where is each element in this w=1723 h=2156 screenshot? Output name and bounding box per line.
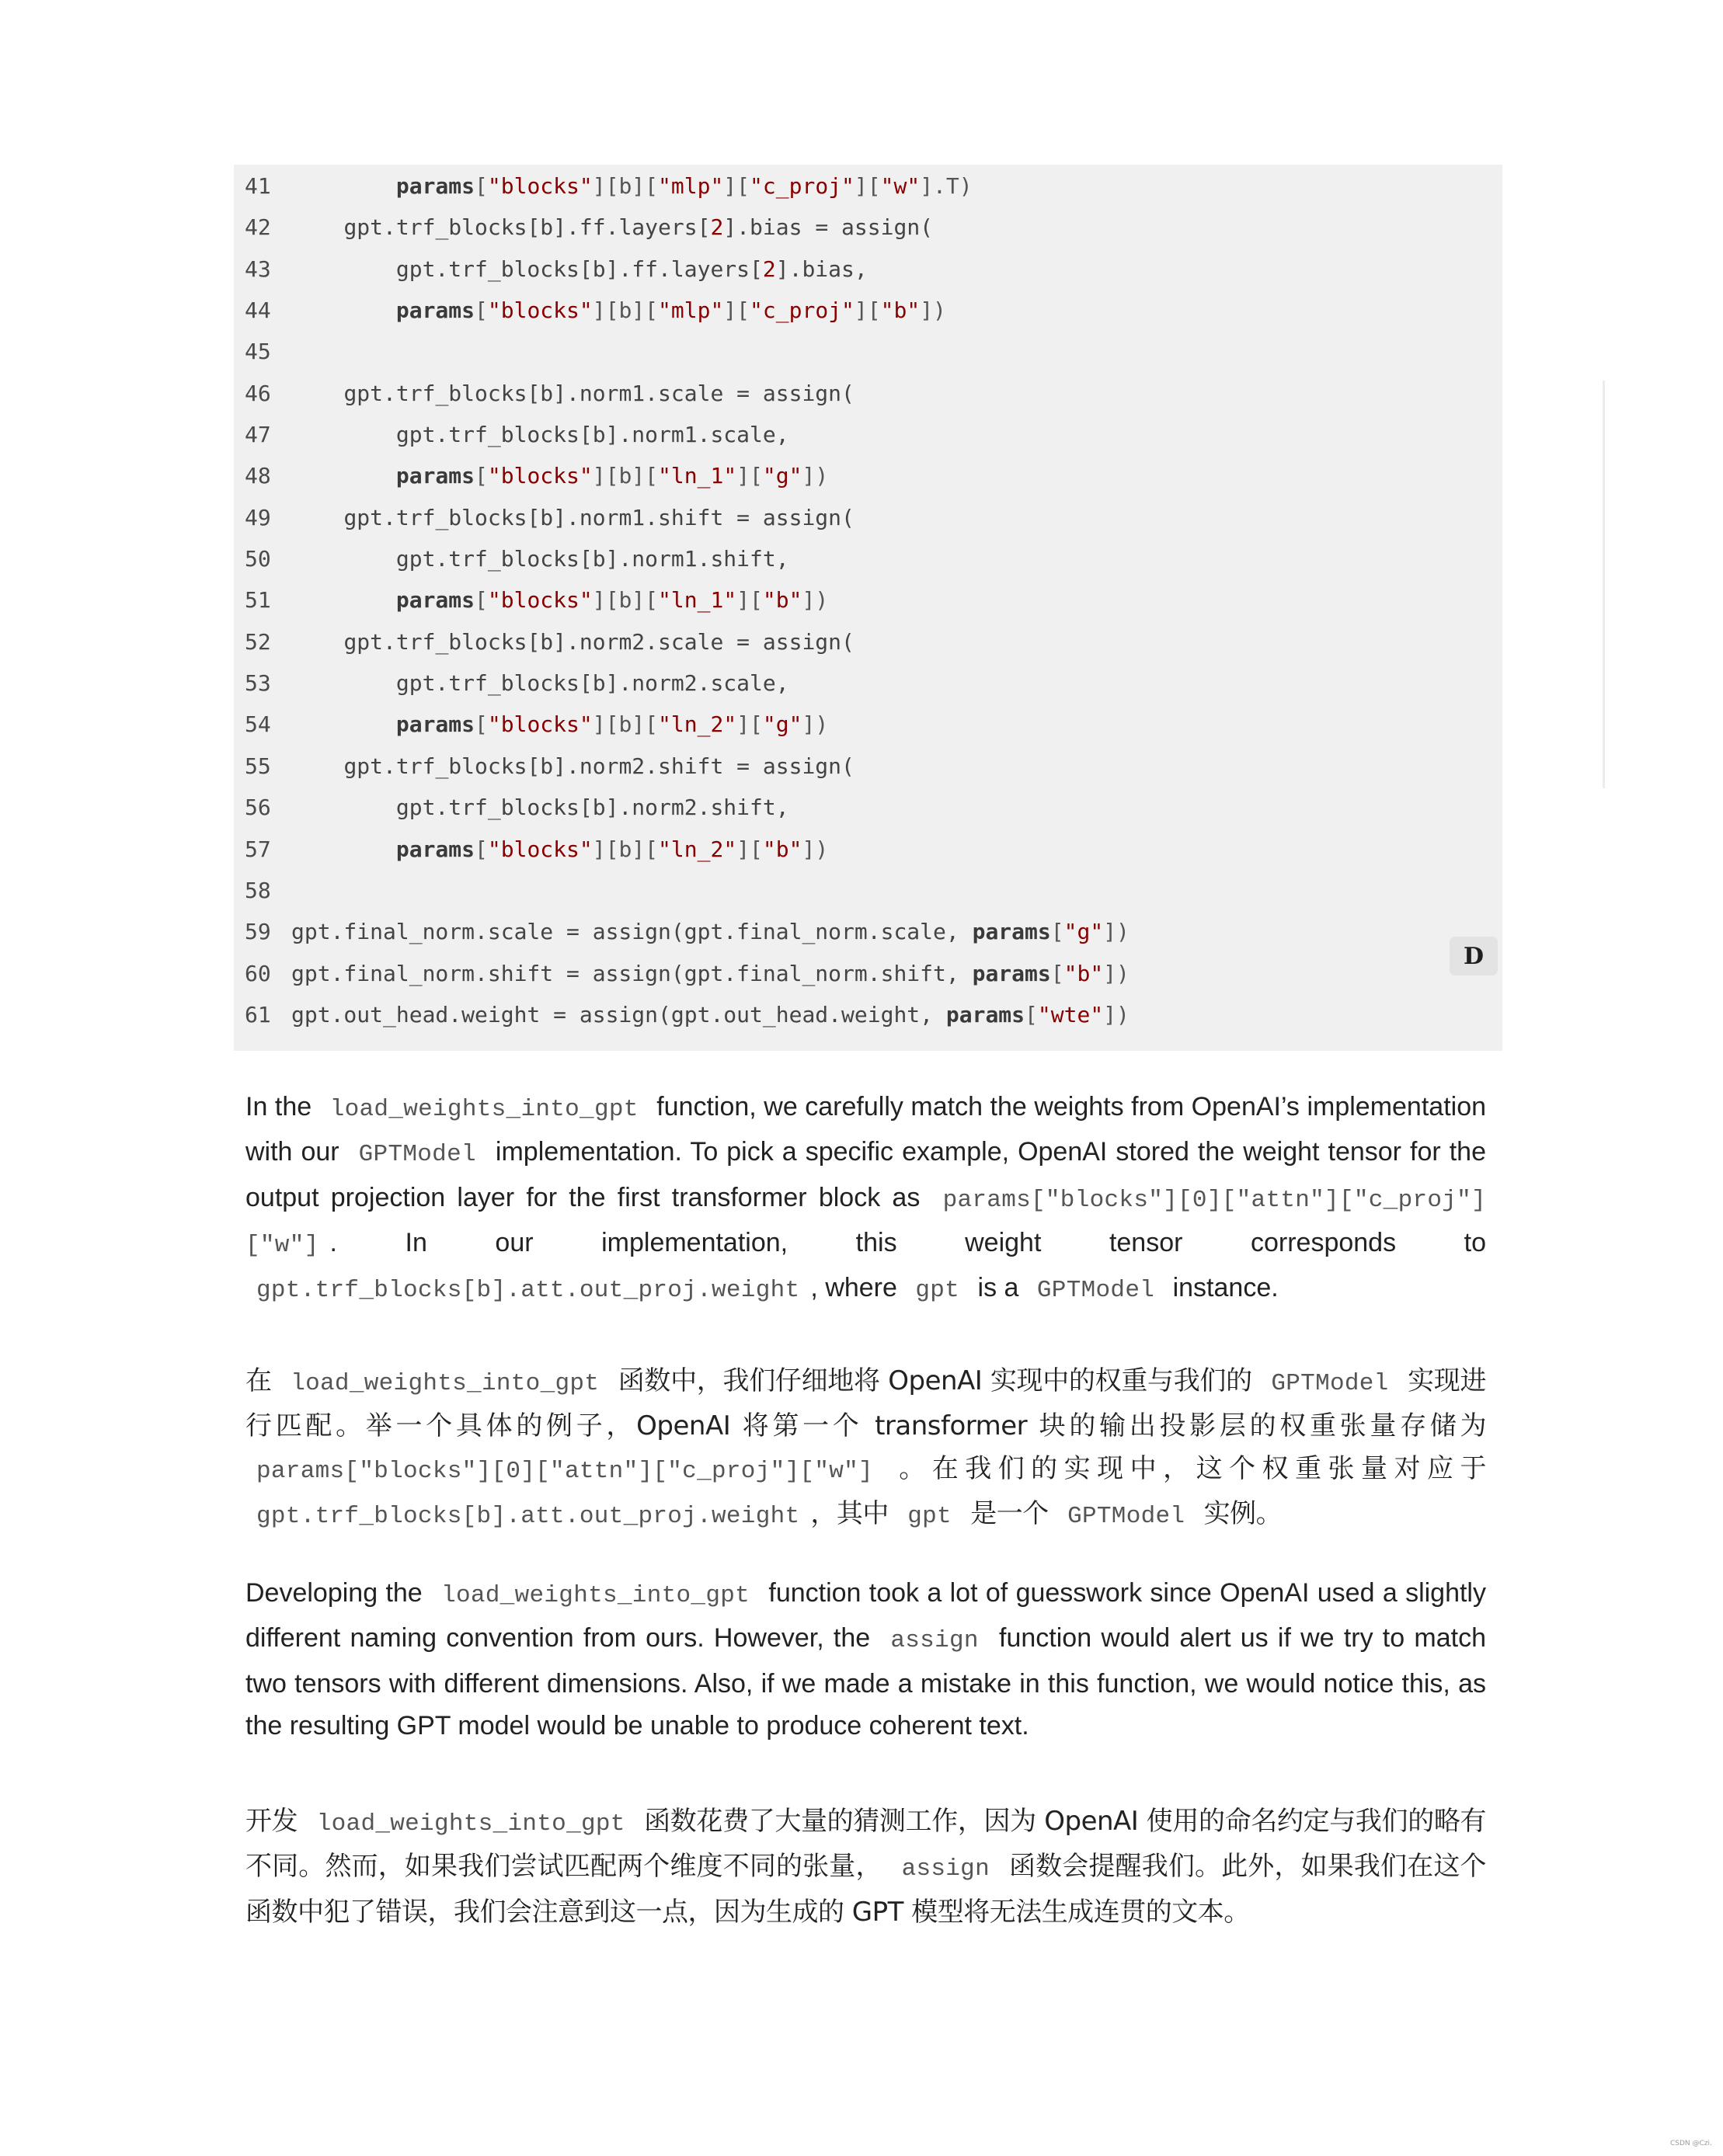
line-number: 55 xyxy=(245,753,271,779)
inline-code: load_weights_into_gpt xyxy=(291,1370,600,1397)
code-line xyxy=(234,870,1502,911)
line-number: 59 xyxy=(245,919,271,945)
code-text: params["blocks"][b]["ln_2"]["g"]) xyxy=(395,711,829,738)
line-number: 41 xyxy=(245,173,271,199)
code-text: gpt.trf_blocks[b].norm2.scale = assign( xyxy=(343,628,855,655)
inline-code: GPTModel xyxy=(1067,1502,1185,1530)
inline-code: gpt.trf_blocks[b].att.out_proj.weight xyxy=(256,1502,800,1530)
code-text: params["blocks"][b]["mlp"]["c_proj"]["b"]) xyxy=(395,297,946,324)
code-line xyxy=(234,165,1502,207)
code-text: gpt.final_norm.shift = assign(gpt.final_norm.shift, params["b"]) xyxy=(291,960,1130,986)
line-number: 46 xyxy=(245,380,271,406)
watermark: CSDN @Czi. xyxy=(1670,2140,1712,2147)
line-number: 49 xyxy=(245,504,271,530)
line-number: 50 xyxy=(245,546,271,572)
code-line xyxy=(234,373,1502,414)
line-number: 47 xyxy=(245,422,271,448)
code-text: params["blocks"][b]["mlp"]["c_proj"]["w"].T) xyxy=(395,173,973,199)
code-line xyxy=(234,829,1502,870)
inline-code: load_weights_into_gpt xyxy=(441,1582,750,1609)
code-block xyxy=(234,165,1502,1051)
code-line xyxy=(234,704,1502,745)
copy-code-button[interactable]: D xyxy=(1450,937,1498,975)
line-number: 58 xyxy=(245,877,271,903)
code-text: gpt.trf_blocks[b].norm1.shift = assign( xyxy=(343,504,855,530)
code-text: gpt.trf_blocks[b].ff.layers[2].bias, xyxy=(395,256,868,282)
inline-code: load_weights_into_gpt xyxy=(316,1810,625,1838)
line-number: 57 xyxy=(245,836,271,862)
inline-code: params["blocks"][0]["attn"]["c_proj"]["w"] xyxy=(256,1457,873,1485)
code-line xyxy=(234,538,1502,579)
code-line xyxy=(234,787,1502,828)
code-line xyxy=(234,455,1502,496)
code-text: gpt.out_head.weight = assign(gpt.out_head.weight, params["wte"]) xyxy=(291,1001,1130,1028)
code-line xyxy=(234,746,1502,787)
inline-code: load_weights_into_gpt xyxy=(329,1096,639,1123)
line-number: 54 xyxy=(245,711,271,738)
line-number: 42 xyxy=(245,214,271,241)
code-line xyxy=(234,911,1502,952)
code-line xyxy=(234,249,1502,290)
code-text: params["blocks"][b]["ln_2"]["b"]) xyxy=(395,836,829,862)
line-number: 51 xyxy=(245,587,271,614)
line-number: 61 xyxy=(245,1001,271,1028)
code-line xyxy=(234,662,1502,704)
code-text: gpt.trf_blocks[b].norm1.scale = assign( xyxy=(343,380,855,406)
inline-code: GPTModel xyxy=(358,1141,476,1169)
code-text: params["blocks"][b]["ln_1"]["b"]) xyxy=(395,587,829,614)
paragraph-zh-1: 在 load_weights_into_gpt 函数中，我们仔细地将 OpenAI 实现中的权重与我们的 GPTModel 实现进行匹配。举一个具体的例子，OpenAI 将第一个 transformer 块的输出投影层的权重张量存储为 params["blocks"][0]["attn"]["c_proj"]["w"] 。在我们的实现中，这个权重张量对应于 gpt.trf_blocks[b].att.out_proj.weight ，其中 gpt 是一个 GPTModel 实例。 xyxy=(245,1365,1487,1530)
code-line xyxy=(234,207,1502,248)
code-text: gpt.trf_blocks[b].norm2.shift = assign( xyxy=(343,753,855,779)
line-number: 56 xyxy=(245,795,271,821)
code-line xyxy=(234,497,1502,538)
paragraph-en-2: Developing the load_weights_into_gpt function took a lot of guesswork since OpenAI used a slightly different naming convention from ours. However, the assign function would alert us if we try to match two tensors with different dimensions. Also, if we made a mistake in this function, we would notice this, as the resulting GPT model would be unable to produce coherent text. xyxy=(245,1578,1486,1740)
line-number: 43 xyxy=(245,256,271,282)
inline-code: GPTModel xyxy=(1271,1370,1389,1397)
code-text: gpt.final_norm.scale = assign(gpt.final_norm.scale, params["g"]) xyxy=(291,919,1130,945)
line-number: 45 xyxy=(245,339,271,365)
side-scroll-rule xyxy=(1603,381,1605,788)
code-line xyxy=(234,290,1502,331)
code-line xyxy=(234,621,1502,662)
inline-code: gpt xyxy=(915,1277,960,1305)
paragraph-zh-2: 开发 load_weights_into_gpt 函数花费了大量的猜测工作，因为 OpenAI 使用的命名约定与我们的略有不同。然而，如果我们尝试匹配两个维度不同的张量， assign 函数会提醒我们。此外，如果我们在这个函数中犯了错误，我们会注意到这一点，因为生成的 GPT 模型将无法生成连贯的文本。 xyxy=(245,1806,1486,1928)
inline-code: assign xyxy=(901,1855,990,1883)
code-text: gpt.trf_blocks[b].ff.layers[2].bias = assign( xyxy=(343,214,934,241)
code-text: gpt.trf_blocks[b].norm2.scale, xyxy=(395,670,789,697)
paragraph-en-1: In the load_weights_into_gpt function, we carefully match the weights from OpenAI’s implementation with our GPTModel implementation. To pick a specific example, OpenAI stored the weight tensor for the output projection layer for the first transformer block as params["blocks"][0]["attn"]["c_proj"]["w"] . In our implementation, this weight tensor corresponds to gpt.trf_blocks[b].att.out_proj.weight , where gpt is a GPTModel instance. xyxy=(245,1092,1487,1305)
line-number: 60 xyxy=(245,960,271,986)
inline-code: gpt.trf_blocks[b].att.out_proj.weight xyxy=(256,1277,800,1305)
code-text: params["blocks"][b]["ln_1"]["g"]) xyxy=(395,463,829,489)
line-number: 44 xyxy=(245,297,271,324)
code-line xyxy=(234,953,1502,994)
line-number: 52 xyxy=(245,628,271,655)
code-text: gpt.trf_blocks[b].norm1.scale, xyxy=(395,422,789,448)
line-number: 48 xyxy=(245,463,271,489)
inline-code: GPTModel xyxy=(1036,1277,1155,1305)
code-line xyxy=(234,994,1502,1035)
inline-code: gpt xyxy=(907,1502,952,1530)
inline-code: assign xyxy=(890,1627,979,1655)
inline-code: params["blocks"][0]["attn"]["c_proj"]["w"] xyxy=(245,1186,1486,1259)
code-text: gpt.trf_blocks[b].norm1.shift, xyxy=(395,546,789,572)
code-line xyxy=(234,414,1502,455)
code-text: gpt.trf_blocks[b].norm2.shift, xyxy=(395,795,789,821)
code-lines xyxy=(234,165,1502,1035)
line-number: 53 xyxy=(245,670,271,697)
code-line xyxy=(234,579,1502,621)
code-line xyxy=(234,331,1502,372)
